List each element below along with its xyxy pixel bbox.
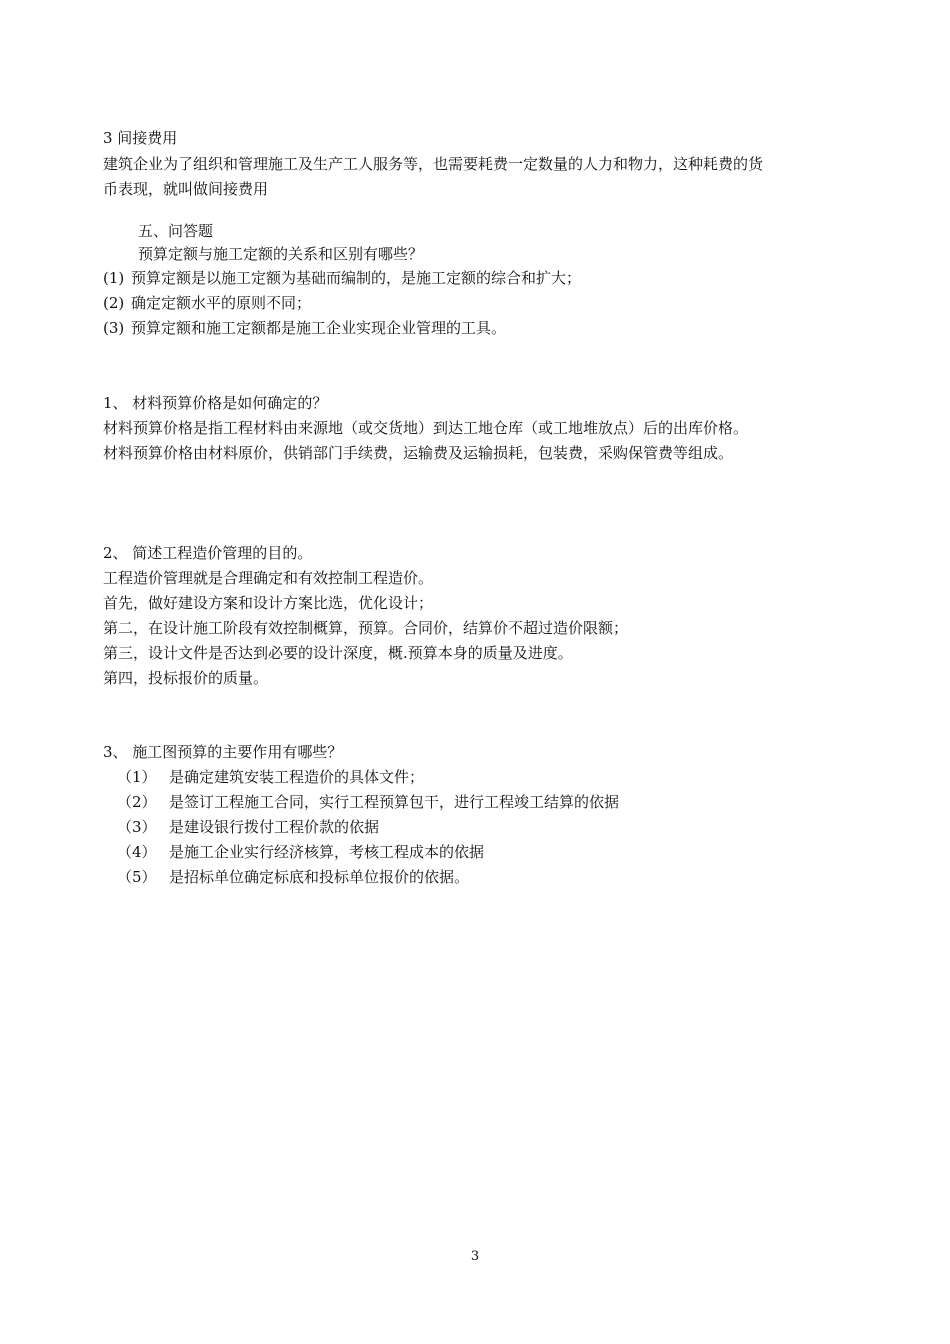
- list-item: [117, 767, 424, 787]
- list-item-number: (3): [103, 319, 125, 337]
- list-item: [117, 842, 484, 862]
- list-item-number: （4）: [117, 843, 157, 861]
- list-item-text: 预算定额和施工定额都是施工企业实现企业管理的工具。: [131, 319, 507, 337]
- list-item-text: 是签订工程施工合同，实行工程预算包干，进行工程竣工结算的依据: [169, 793, 620, 811]
- answer-line: 材料预算价格由材料原价，供销部门手续费，运输费及运输损耗，包装费，采购保管费等组成。: [103, 444, 734, 462]
- answer-line: 第三，设计文件是否达到必要的设计深度，概.预算本身的质量及进度。: [103, 644, 573, 662]
- list-item-number: （5）: [117, 868, 157, 886]
- list-item-number: （3）: [117, 818, 157, 836]
- section-heading-indirect-cost: 3 间接费用: [103, 129, 178, 147]
- list-item: [117, 867, 469, 887]
- list-item: [103, 318, 506, 338]
- list-item-text: 是确定建筑安装工程造价的具体文件；: [169, 768, 425, 786]
- list-item: [103, 268, 581, 288]
- list-item-text: 预算定额是以施工定额为基础而编制的，是施工定额的综合和扩大；: [131, 269, 582, 287]
- list-item: [117, 817, 379, 837]
- question-title: 2、 简述工程造价管理的目的。: [103, 544, 313, 562]
- list-item-number: (2): [103, 294, 125, 312]
- paragraph-line: 币表现，就叫做间接费用: [103, 180, 269, 198]
- section-heading-qa: 五、问答题: [138, 222, 214, 240]
- answer-line: 工程造价管理就是合理确定和有效控制工程造价。: [103, 569, 434, 587]
- answer-line: 第二，在设计施工阶段有效控制概算，预算。合同价，结算价不超过造价限额；: [103, 619, 629, 637]
- list-item-text: 是招标单位确定标底和投标单位报价的依据。: [169, 868, 470, 886]
- question-title: 3、 施工图预算的主要作用有哪些？: [103, 743, 343, 761]
- answer-line: 材料预算价格是指工程材料由来源地（或交货地）到达工地仓库（或工地堆放点）后的出库价格。: [103, 419, 749, 437]
- list-item-number: （2）: [117, 793, 157, 811]
- question-title: 1、 材料预算价格是如何确定的？: [103, 394, 328, 412]
- answer-line: 第四，投标报价的质量。: [103, 669, 269, 687]
- list-item-number: （1）: [117, 768, 157, 786]
- answer-line: 首先，做好建设方案和设计方案比选，优化设计；: [103, 594, 434, 612]
- list-item-text: 是建设银行拨付工程价款的依据: [169, 818, 380, 836]
- list-item: [103, 293, 311, 313]
- list-item-text: 确定定额水平的原则不同；: [131, 294, 312, 312]
- list-item-number: (1): [103, 269, 125, 287]
- paragraph-line: 建筑企业为了组织和管理施工及生产工人服务等，也需要耗费一定数量的人力和物力，这种耗费的货: [103, 155, 764, 173]
- page-number: 3: [470, 1249, 480, 1264]
- list-item-text: 是施工企业实行经济核算，考核工程成本的依据: [169, 843, 485, 861]
- question-text: 预算定额与施工定额的关系和区别有哪些？: [138, 245, 424, 263]
- list-item: [117, 792, 619, 812]
